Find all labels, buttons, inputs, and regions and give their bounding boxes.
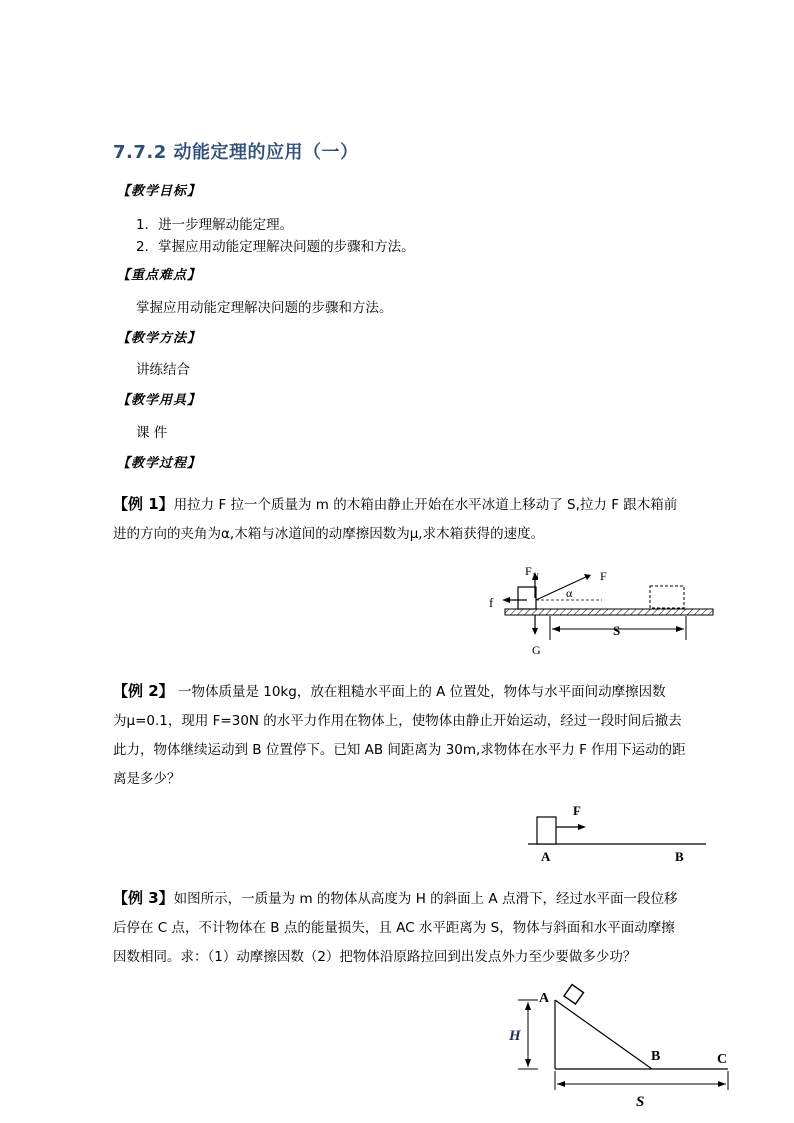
- example-1-label: 【例 1】: [113, 495, 174, 513]
- example-3-line-2: 后停在 C 点，不计物体在 B 点的能量损失，且 AC 水平距离为 S，物体与斜面和水平面动摩擦: [113, 920, 675, 936]
- fn-label: F: [525, 564, 532, 578]
- friction-label: f: [489, 595, 494, 610]
- example-3-line-1: 如图所示，一质量为 m 的物体从高度为 H 的斜面上 A 点滑下，经过水平面一段位移: [173, 891, 678, 907]
- example-2-line-3: 此力，物体继续运动到 B 位置停下。已知 AB 间距离为 30m,求物体在水平力 F 作用下运动的距: [113, 742, 686, 758]
- box: [518, 587, 536, 609]
- height-h-label: H: [509, 1028, 521, 1044]
- alpha-label: α: [566, 586, 573, 600]
- section-objectives-heading: 【教学目标】: [117, 184, 202, 199]
- force-f-label: F: [600, 569, 607, 583]
- ice-surface: [505, 609, 713, 615]
- example-3-figure: [500, 982, 745, 1112]
- key-points-text: 掌握应用动能定理解决问题的步骤和方法。: [136, 300, 393, 316]
- example-2-line-2: 为μ=0.1，现用 F=30N 的水平力作用在物体上，使物体由静止开始运动，经过一段时间后撤去: [113, 713, 682, 729]
- tools-text: 课 件: [136, 425, 168, 441]
- section-tools-heading: 【教学用具】: [117, 393, 202, 408]
- force-label: F: [573, 803, 581, 818]
- distance-s-label: S: [613, 623, 621, 638]
- objective-item-1: 1．进一步理解动能定理。: [136, 217, 294, 233]
- point-a-label: A: [539, 991, 550, 1006]
- example-2-line-4: 离是多少？: [113, 771, 181, 787]
- example-3-text: [113, 884, 713, 972]
- section-method-heading: 【教学方法】: [117, 331, 202, 346]
- distance-s-label: S: [636, 1094, 645, 1110]
- example-2-figure: [520, 795, 720, 870]
- example-3-label: 【例 3】: [113, 889, 174, 907]
- example-1-figure: [480, 560, 730, 660]
- example-1-line-2: 进的方向的夹角为α,木箱与冰道间的动摩擦因数为μ,求木箱获得的速度。: [113, 526, 545, 542]
- section-process-heading: 【教学过程】: [117, 456, 202, 471]
- method-text: 讲练结合: [136, 362, 190, 378]
- fn-subscript: N: [533, 572, 539, 581]
- example-1-line-1: 用拉力 F 拉一个质量为 m 的木箱由静止开始在水平冰道上移动了 S,拉力 F 跟木箱前: [173, 497, 678, 513]
- gravity-label: G: [532, 643, 541, 657]
- point-a-label: A: [541, 849, 551, 864]
- example-2-label: 【例 2】: [113, 682, 174, 700]
- point-c-label: C: [717, 1052, 728, 1067]
- example-3-line-3: 因数相同。求：（1）动摩擦因数（2）把物体沿原路拉回到出发点外力至少要做多少功？: [113, 949, 637, 965]
- point-b-label: B: [651, 1049, 661, 1064]
- section-key-points-heading: 【重点难点】: [117, 268, 202, 283]
- example-2-line-1: 一物体质量是 10kg，放在粗糙水平面上的 A 位置处，物体与水平面间动摩擦因数: [173, 684, 666, 700]
- example-2-text: [113, 677, 713, 794]
- block: [537, 817, 556, 844]
- page-title: 7.7.2 动能定理的应用（一）: [113, 142, 359, 163]
- objective-item-2: 2．掌握应用动能定理解决问题的步骤和方法。: [136, 239, 415, 255]
- incline-slope: [555, 1000, 652, 1069]
- dashed-box: [650, 586, 684, 608]
- example-1-text: [113, 490, 713, 549]
- sliding-block: [564, 985, 583, 1004]
- point-b-label: B: [675, 849, 684, 864]
